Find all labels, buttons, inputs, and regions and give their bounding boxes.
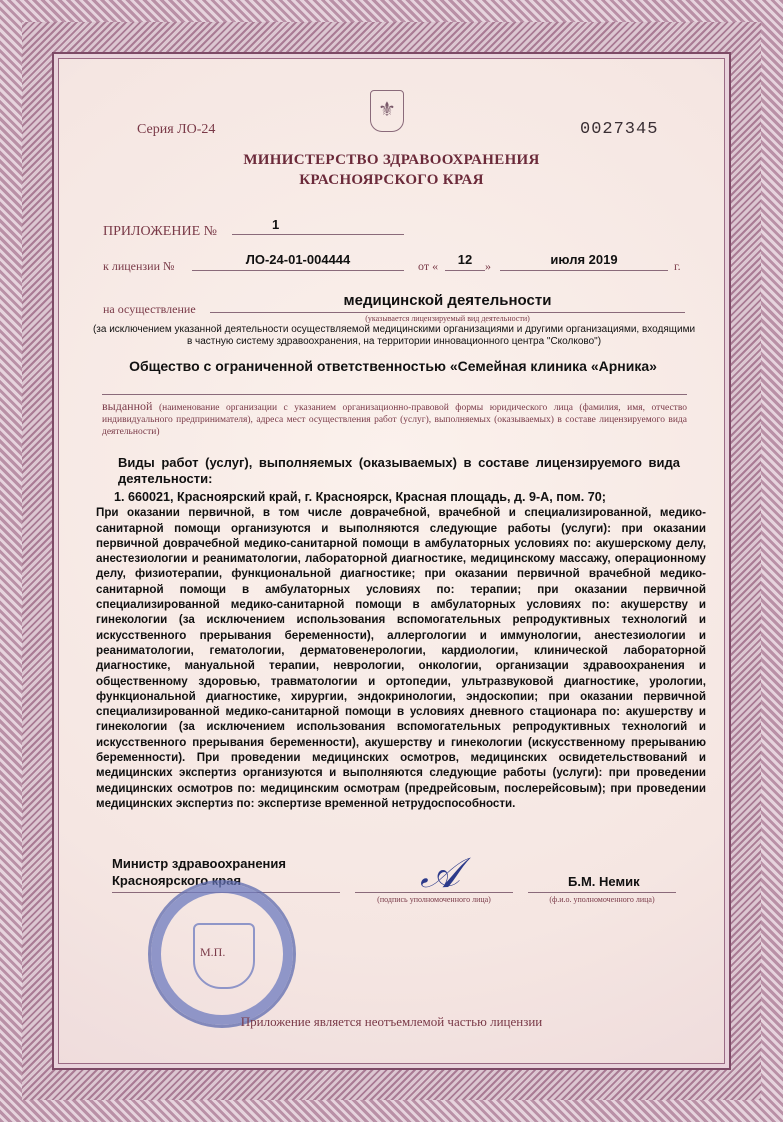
footer-note: Приложение является неотъемлемой частью лицензии bbox=[240, 1014, 543, 1029]
works-address: 1. 660021, Красноярский край, г. Красноярск, Красная площадь, д. 9-А, пом. 70; bbox=[114, 490, 606, 504]
works-heading: Виды работ (услуг), выполняемых (оказываемых) в составе лицензируемого вида деятельности: bbox=[118, 455, 680, 486]
license-number: ЛО-24-01-004444 bbox=[245, 252, 351, 267]
activity-value: медицинской деятельности bbox=[343, 292, 552, 309]
form-number: 0027345 bbox=[580, 120, 659, 139]
date-day-underline bbox=[445, 270, 485, 271]
activity-underline bbox=[210, 312, 685, 313]
date-month-year: июля 2019 bbox=[550, 252, 618, 267]
works-list bbox=[96, 490, 706, 811]
organization-name: Общество с ограниченной ответственностью «Семейная клиника «Арника» bbox=[129, 358, 657, 374]
appendix-number: 1 bbox=[272, 217, 280, 232]
appendix-label: ПРИЛОЖЕНИЕ № bbox=[103, 224, 217, 239]
issued-label: выданной bbox=[102, 399, 153, 413]
date-day: 12 bbox=[457, 252, 473, 267]
license-number-underline bbox=[192, 270, 404, 271]
date-day-close: » bbox=[485, 259, 491, 273]
date-month-underline bbox=[500, 270, 668, 271]
license-label: к лицензии № bbox=[103, 259, 175, 273]
organization-underline bbox=[102, 394, 687, 395]
activity-hint: (указывается лицензируемый вид деятельности) bbox=[365, 314, 530, 323]
signature-mark: 𝒜 bbox=[420, 848, 460, 897]
date-from-label: от « bbox=[418, 259, 439, 273]
ministry-title-line2: КРАСНОЯРСКОГО КРАЯ bbox=[299, 172, 484, 188]
coat-of-arms-icon: ⚜ bbox=[370, 90, 404, 132]
series-label: Серия ЛО-24 bbox=[137, 122, 216, 137]
signatory-underline bbox=[528, 892, 676, 893]
activity-label: на осуществление bbox=[103, 302, 196, 316]
minister-title-line1: Министр здравоохранения bbox=[112, 856, 286, 871]
signatory-name: Б.М. Немик bbox=[568, 874, 640, 889]
year-suffix: г. bbox=[674, 259, 681, 273]
signatory-hint: (ф.и.о. уполномоченного лица) bbox=[549, 895, 655, 904]
appendix-underline bbox=[232, 234, 404, 235]
activity-note: (за исключением указанной деятельности осуществляемой медицинскими организациями и другими организациями, входящими в частную систему здравоохранения, на территории инновационного центра "Сколково") bbox=[92, 324, 696, 347]
seal-place-label: М.П. bbox=[200, 945, 226, 959]
issued-text: (наименование организации с указанием организационно-правовой формы юридического лица (фамилия, имя, отчество индивидуального предпринимателя), адреса мест осуществления работ (услуг), выполняемых (оказываемых) в составе лицензируемого вида деятельности) bbox=[102, 403, 688, 437]
minister-title-line2: Красноярского края bbox=[112, 873, 242, 888]
works-body: При оказании первичной, в том числе доврачебной, врачебной и специализированной, медико-санитарной помощи организуются и выполняются следующие работы (услуги): при оказании первичной доврачебной медико-санитарной помощи в амбулаторных условиях по: акушерскому делу, анестезиологии и реаниматологии, лабораторной диагностике, медицинскому массажу, операционному делу, физиотерапии, функциональной диагностике; при оказании первичной врачебной медико-санитарной помощи в амбулаторных условиях по: терапии; при оказании первичной специализированной медико-санитарной помощи в амбулаторных условиях по: акушерству и гинекологии (за исключением использования вспомогательных репродуктивных технологий и искусственного прерывания беременности), аллергологии и иммунологии, анестезиологии и реаниматологии, гематологии, дерматовенерологии, кардиологии, клинической лабораторной диагностике, мануальной терапии, неврологии, онкологии, организации здравоохранения и общественному здоровью, травматологии и ортопедии, ультразвуковой диагностике, урологии, функциональной диагностике, хирургии, эндокринологии, эндоскопии; при оказании первичной специализированной медико-санитарной помощи в условиях дневного стационара по: акушерству и гинекологии (за исключением использования вспомогательных репродуктивных технологий и искусственного прерывания беременности), акушерству и гинекологии (искусственному прерыванию беременности). При проведении медицинских осмотров, медицинских освидетельствований и медицинских экспертиз организуются и выполняются следующие работы (услуги): при проведении медицинских осмотров по: медицинским осмотрам (предрейсовым, послерейсовым); при проведении медицинских экспертиз по: экспертизе временной нетрудоспособности. bbox=[96, 506, 706, 810]
signature-underline bbox=[355, 892, 513, 893]
ministry-title-line1: МИНИСТЕРСТВО ЗДРАВООХРАНЕНИЯ bbox=[243, 152, 540, 168]
signature-hint: (подпись уполномоченного лица) bbox=[377, 895, 491, 904]
issued-note bbox=[102, 400, 687, 438]
